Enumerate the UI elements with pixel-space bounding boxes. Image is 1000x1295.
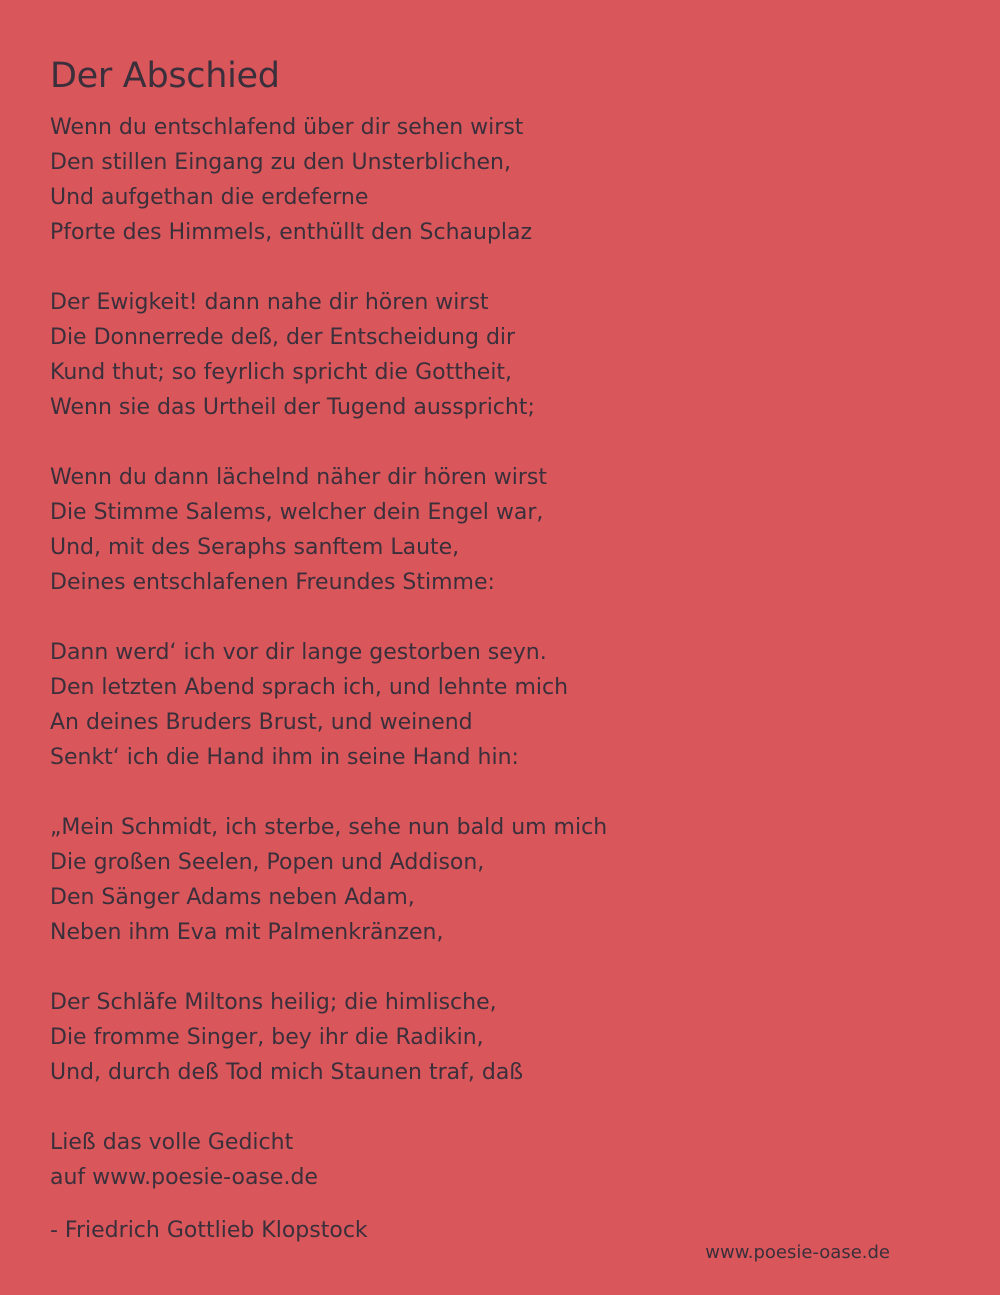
poem-line: Neben ihm Eva mit Palmenkränzen, — [50, 920, 444, 945]
poem-line: Deines entschlafenen Freundes Stimme: — [50, 570, 495, 595]
poem-line: Und, mit des Seraphs sanftem Laute, — [50, 535, 460, 560]
poem-title: Der Abschied — [50, 56, 280, 96]
poem-line: Wenn du entschlafend über dir sehen wirst — [50, 115, 524, 140]
poem-line: Den Sänger Adams neben Adam, — [50, 885, 415, 910]
poem-line: Die Donnerrede deß, der Entscheidung dir — [50, 325, 516, 350]
author-credit: - Friedrich Gottlieb Klopstock — [50, 1218, 368, 1243]
poem-line: Senkt‘ ich die Hand ihm in seine Hand hin: — [50, 745, 519, 770]
poem-line: Den letzten Abend sprach ich, und lehnte mich — [50, 675, 569, 700]
poem-line: Der Ewigkeit! dann nahe dir hören wirst — [50, 290, 489, 315]
poem-line: Wenn sie das Urtheil der Tugend ausspricht; — [50, 395, 535, 420]
read-more-line: Ließ das volle Gedicht — [50, 1130, 294, 1155]
poem-line: Die Stimme Salems, welcher dein Engel war, — [50, 500, 544, 525]
poem-line: Kund thut; so feyrlich spricht die Gottheit, — [50, 360, 513, 385]
poem-line: Die fromme Singer, bey ihr die Radikin, — [50, 1025, 484, 1050]
site-watermark: www.poesie-oase.de — [705, 1242, 890, 1263]
poem-line: An deines Bruders Brust, und weinend — [50, 710, 473, 735]
stanza-2 — [50, 285, 950, 425]
poem-line: „Mein Schmidt, ich sterbe, sehe nun bald um mich — [50, 815, 608, 840]
stanza-4 — [50, 635, 950, 775]
poem-line: Pforte des Himmels, enthüllt den Schauplaz — [50, 220, 533, 245]
poem-line: Wenn du dann lächelnd näher dir hören wirst — [50, 465, 548, 490]
read-more-note — [50, 1125, 950, 1195]
poem-line: Die großen Seelen, Popen und Addison, — [50, 850, 485, 875]
poem-line: Und aufgethan die erdeferne — [50, 185, 369, 210]
poem-line: Der Schläfe Miltons heilig; die himlische, — [50, 990, 497, 1015]
stanza-1 — [50, 110, 950, 250]
read-more-link[interactable]: auf www.poesie-oase.de — [50, 1165, 318, 1190]
poem-body — [50, 110, 950, 1230]
poem-line: Und, durch deß Tod mich Staunen traf, daß — [50, 1060, 524, 1085]
poem-line: Dann werd‘ ich vor dir lange gestorben seyn. — [50, 640, 547, 665]
stanza-3 — [50, 460, 950, 600]
stanza-5 — [50, 810, 950, 950]
stanza-6 — [50, 985, 950, 1090]
poem-line: Den stillen Eingang zu den Unsterblichen, — [50, 150, 511, 175]
